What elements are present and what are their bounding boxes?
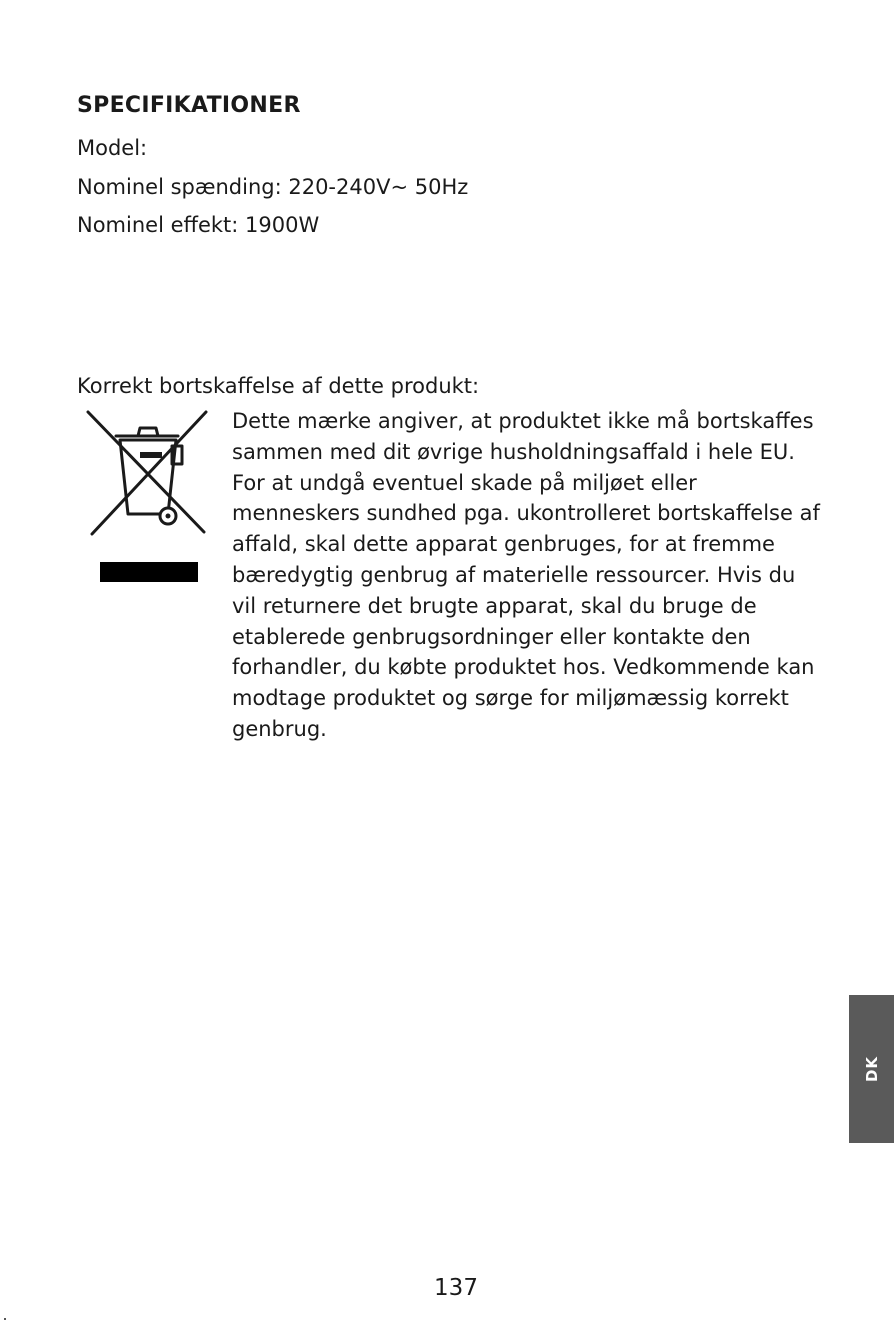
specifications-heading: SPECIFIKATIONER bbox=[77, 93, 301, 118]
language-tab-label: DK bbox=[862, 1055, 881, 1083]
spec-model: Model: bbox=[77, 136, 148, 160]
spec-rated-power: Nominel effekt: 1900W bbox=[77, 213, 320, 237]
corner-mark bbox=[4, 1318, 6, 1320]
disposal-title: Korrekt bortskaffelse af dette produkt: bbox=[77, 374, 480, 398]
page-number: 137 bbox=[434, 1275, 478, 1301]
disposal-text: Dette mærke angiver, at produktet ikke må bortskaffes sammen med dit øvrige husholdningsaffald i hele EU. For at undgå eventuel skade på miljøet eller menneskers sundhed pga. ukontrolleret bortskaffelse af affald, skal dette apparat genbruges, for at fremme bæredygtig genbrug af materielle ressourcer. Hvis du vil returnere det brugte apparat, skal du bruge de etablerede genbrugsordninger eller kontakte den forhandler, du købte produktet hos. Vedkommende kan modtage produktet og sørge for miljømæssig korrekt genbrug. bbox=[232, 409, 820, 741]
crossed-out-wheelie-bin-icon bbox=[82, 406, 212, 542]
weee-marking-bar bbox=[100, 562, 198, 582]
spec-rated-voltage: Nominel spænding: 220-240V~ 50Hz bbox=[77, 175, 469, 199]
language-tab bbox=[849, 995, 894, 1143]
